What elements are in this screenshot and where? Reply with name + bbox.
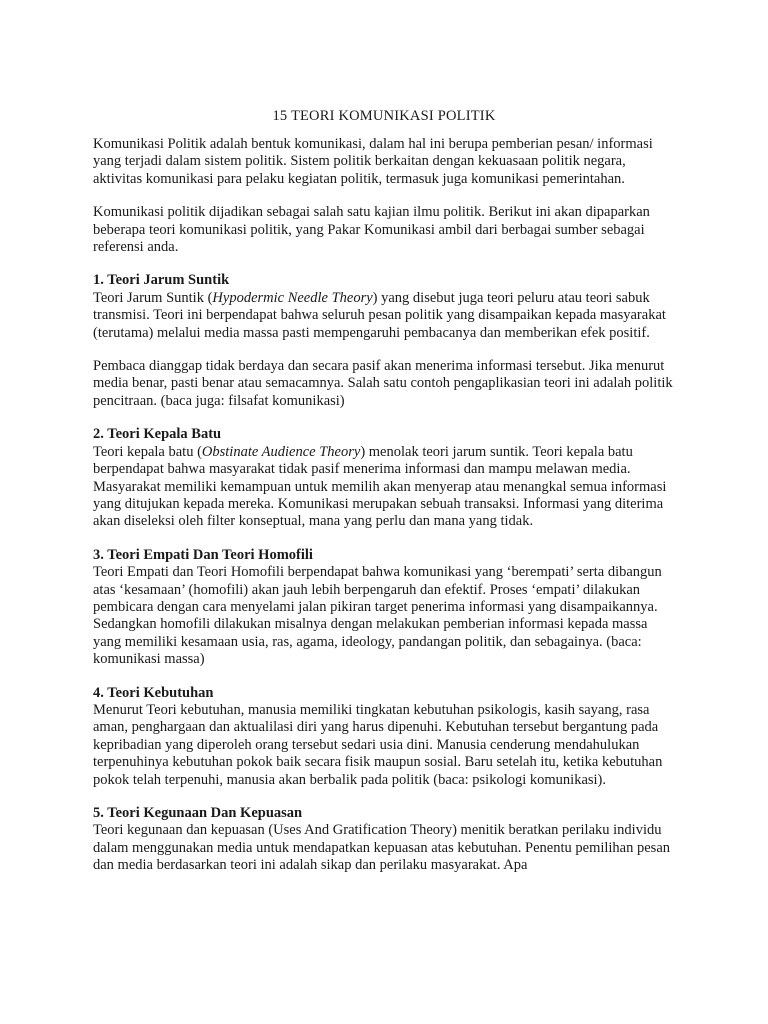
section-teori-jarum-suntik [93, 272, 678, 410]
section-heading: 3. Teori Empati Dan Teori Homofili [93, 546, 313, 563]
intro-paragraph-1: Komunikasi Politik adalah bentuk komunikasi, dalam hal ini berupa pemberian pesan/ informasi yang terjadi dalam sistem politik. Sistem politik berkaitan dengan kekuasaan politik negara, aktivitas komunikasi para pelaku kegiatan politik, termasuk juga komunikasi pemerintahan. [93, 136, 653, 187]
section-teori-kegunaan-kepuasan [93, 805, 678, 875]
document-title: 15 TEORI KOMUNIKASI POLITIK [272, 108, 496, 124]
section-paragraph: Menurut Teori kebutuhan, manusia memiliki tingkatan kebutuhan psikologis, kasih sayang, rasa aman, penghargaan dan aktualilasi diri yang harus dipenuhi. Kebutuhan tersebut bergantung pada kepribadian yang diperoleh orang tersebut sedari usia dini. Manusia cenderung mendahulukan terpenuhinya kebutuhan pokok baik secara fisik maupun sosial. Baru setelah itu, ketika kebutuhan pokok telah terpenuhi, manusia akan berbalik pada politik (baca: psikologi komunikasi). [93, 701, 663, 788]
section-heading: 2. Teori Kepala Batu [93, 426, 222, 443]
document-body [93, 136, 678, 891]
theory-name-italic: Obstinate Audience Theory [201, 443, 361, 460]
section-paragraph: Teori Jarum Suntik (Hypodermic Needle Theory) yang disebut juga teori peluru atau teori sabuk transmisi. Teori ini berpendapat bahwa seluruh pesan politik yang disampaikan kepada masyarakat (terutama) melalui media massa pasti mempengaruhi pembacanya dan memberikan efek positif. [93, 289, 666, 341]
section-paragraph: Pembaca dianggap tidak berdaya dan secara pasif akan menerima informasi tersebut. Jika menurut media benar, pasti benar atau semacamnya. Salah satu contoh pengaplikasian teori ini adalah politik pencitraan. (baca juga: filsafat komunikasi) [93, 358, 673, 409]
section-teori-empati-homofili [93, 547, 678, 669]
section-paragraph: Teori kegunaan dan kepuasan (Uses And Gratification Theory) menitik beratkan perilaku individu dalam menggunakan media untuk mendapatkan kepuasan atas kebutuhan. Penentu pemilihan pesan dan media berdasarkan teori ini adalah sikap dan perilaku masyarakat. Apa [93, 822, 671, 874]
section-heading: 5. Teori Kegunaan Dan Kepuasan [93, 805, 303, 821]
section-teori-kebutuhan [93, 685, 678, 789]
section-paragraph: Teori Empati dan Teori Homofili berpendapat bahwa komunikasi yang ‘berempati’ serta dibangun atas ‘kesamaan’ (homofili) akan jauh lebih berpengaruh dan efektif. Proses ‘empati’ dilakukan pembicara dengan cara menyelami jalan pikiran target penerima informasi yang disampaikannya. Sedangkan homofili dilakukan misalnya dengan melakukan pemberian informasi kepada massa yang memiliki kesamaan usia, ras, agama, ideology, pandangan politik, dan sebagainya. (baca: komunikasi massa) [93, 564, 662, 668]
section-paragraph: Teori kepala batu (Obstinate Audience Theory) menolak teori jarum suntik. Teori kepala batu berpendapat bahwa masyarakat tidak pasif menerima informasi dan mampu melawan media. Masyarakat memiliki kemampuan untuk memilih akan menyerap atau menangkal semua informasi yang ditujukan kepada mereka. Komunikasi merupakan sebuah transaksi. Informasi yang diterima akan diseleksi oleh filter konseptual, mana yang perlu dan mana yang tidak. [93, 443, 667, 530]
theory-name-italic: Hypodermic Needle Theory [212, 289, 373, 306]
section-heading: 1. Teori Jarum Suntik [93, 272, 230, 289]
section-heading: 4. Teori Kebutuhan [93, 684, 214, 701]
intro-paragraph-2: Komunikasi politik dijadikan sebagai salah satu kajian ilmu politik. Berikut ini akan dipaparkan beberapa teori komunikasi politik, yang Pakar Komunikasi ambil dari berbagai sumber sebagai referensi anda. [93, 204, 650, 256]
section-teori-kepala-batu [93, 426, 678, 530]
